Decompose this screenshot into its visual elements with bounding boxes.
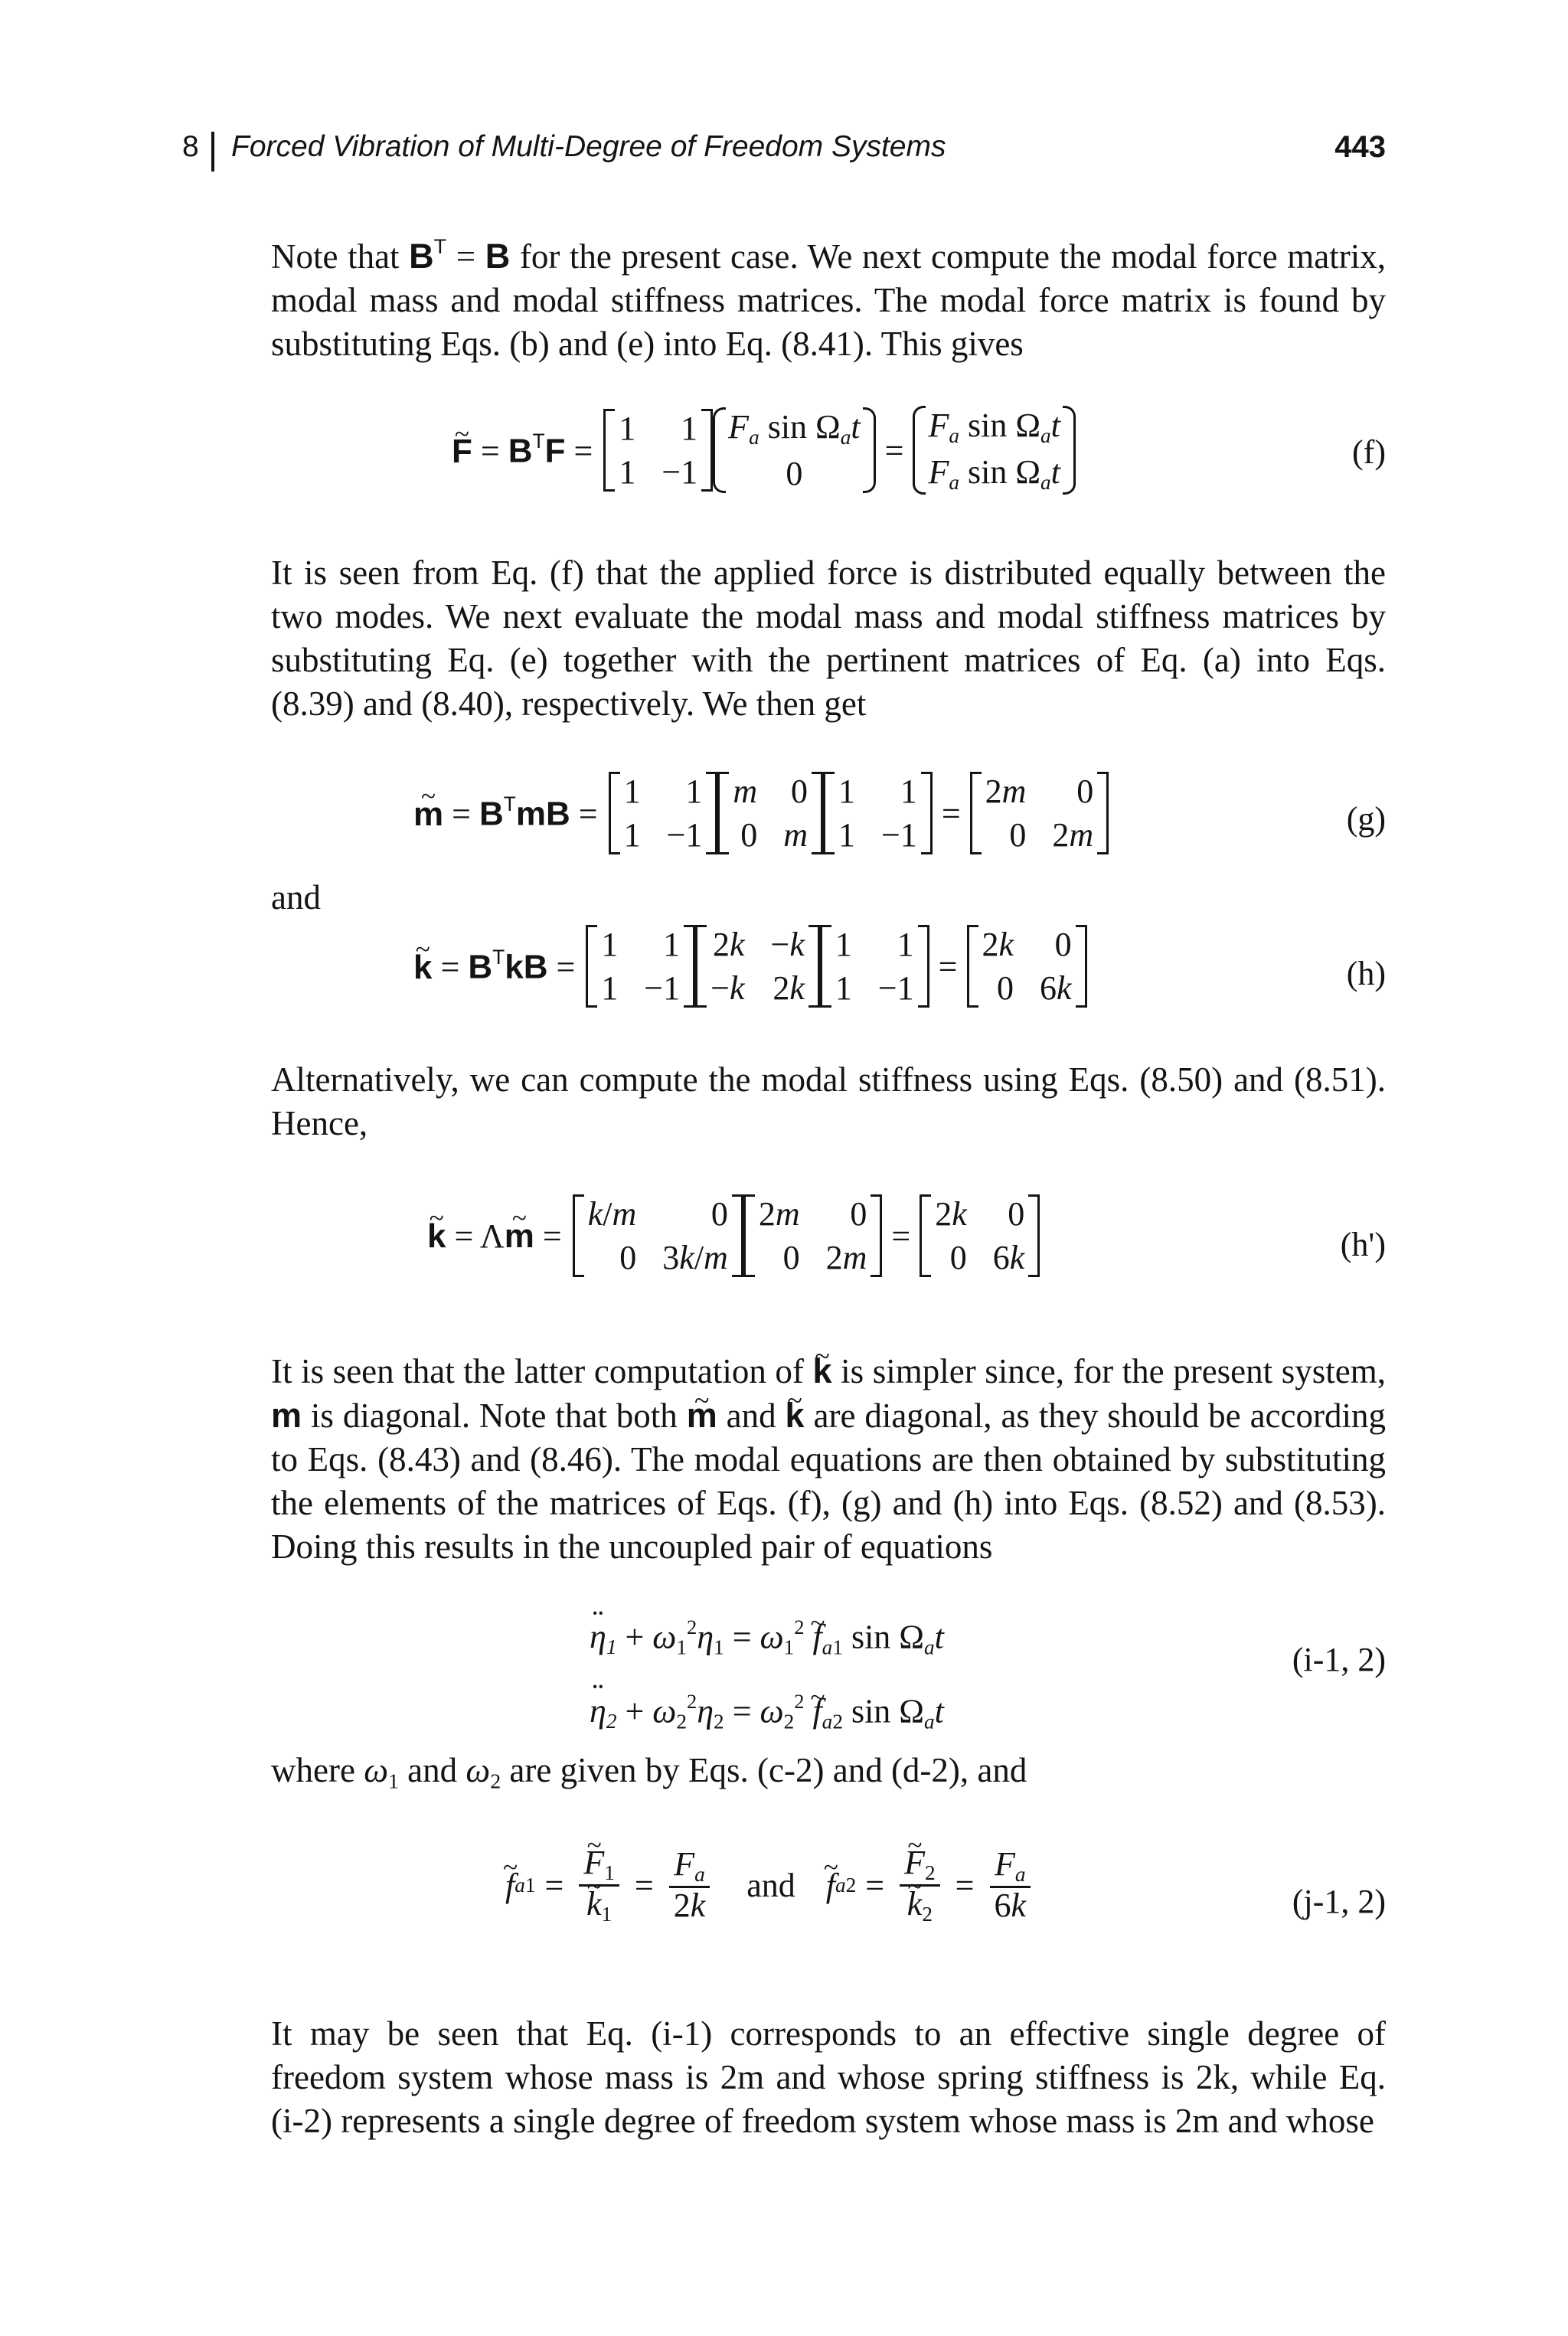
connector-and: and — [271, 878, 321, 916]
eq-h-prime-result-matrix: 2k 0 0 6k — [920, 1194, 1040, 1277]
eq-h-bt-matrix: 1 1 1 −1 — [586, 925, 695, 1008]
eq-h-prime-lambda-matrix: k/m 0 0 3k/m — [573, 1194, 743, 1277]
paragraph-5: where $\omega_1$ and $\omega_2$ are given by Eqs. (c-2) and (d-2), and — [271, 1751, 1027, 1794]
chapter-number: 8 — [182, 130, 199, 163]
equation-g: ~ $m = B^TmB$ = 1 1 1 −1 m 0 0 m 1 1 1 −1 = 2m 0 0 2m — [413, 772, 1109, 854]
eq-j-part-1: ~ f a1 = ~ $F_1$ ~ $k_1$ = $\frac{F_a}{2k}$ — [505, 1845, 716, 1926]
equation-f: ~ $F = B^TF$ = 1 1 1 −1 $F_a$ $\sin \Omega_at$ 0 = $F_a$ $\sin \Omega_at$ $F_a$ $\sin \Omega_at$ — [452, 406, 1076, 495]
eq-i-line-2: ¨ $\eta_2 + \omega_2^2\eta_2 = \omega_2^2$ ~ $f_{a2}$ $\sin \Omega_at$ — [590, 1674, 944, 1749]
eq-label-h: (h) — [1346, 955, 1386, 992]
running-header — [182, 130, 1386, 176]
eq-f-lhs: ~ $F = B^TF$ = — [452, 430, 593, 470]
eq-h-lhs: ~ $k = B^TkB$ = — [413, 946, 575, 986]
paragraph-6: It may be seen that Eq. (i-1) corresponds to an effective single degree of freedom system whose mass is 2m and whose spring stiffness is 2k, while Eq. (i-2) represents a single degree of freedom system whose mass is 2m and whose — [271, 2014, 1386, 2140]
equation-h-prime: ~ k = Λ~ m = k/m 0 0 3k/m 2m 0 0 2m = 2k 0 0 6k — [427, 1194, 1040, 1277]
eq-f-force-vector: $F_a$ $\sin \Omega_at$ 0 — [713, 407, 875, 493]
eq-i-line-1: ¨ $\eta_1 + \omega_1^2\eta_1 = \omega_1^2$ ~ $f_{a1}$ $\sin \Omega_at$ — [590, 1600, 944, 1674]
eq-label-j: (j-1, 2) — [1292, 1883, 1386, 1920]
paragraph-2: It is seen from Eq. (f) that the applied force is distributed equally between the two modes. We next evaluate the modal mass and modal stiffness matrices by substituting Eq. (e) together with the pertinent matrices of Eq. (a) into Eqs. (8.39) and (8.40), respectively. We then get — [271, 554, 1386, 723]
paragraph-1: Note that $B^T = B$ for the present case. We next compute the modal force matrix, modal mass and modal stiffness matrices. The modal force matrix is found by substituting Eqs. (b) and (e) into Eq. (8.41). This gives — [271, 235, 1386, 363]
page-number: 443 — [1334, 130, 1386, 164]
eq-j-part-2: ~ f a2 = ~ $F_2$ ~ $k_2$ = $\frac{F_a}{6k}$ — [826, 1845, 1037, 1926]
eq-g-lhs: ~ $m = B^TmB$ = — [413, 792, 598, 833]
eq-h-k-matrix: 2k −k −k 2k — [695, 925, 820, 1008]
equation-i — [590, 1600, 944, 1748]
eq-h-b-matrix: 1 1 1 −1 — [820, 925, 929, 1008]
paragraph-4: It is seen that the latter computation of ~ k is simpler since, for the present system, m is diagonal. Note that both ~ m and ~ k are diagonal, as they should be according to Eqs. (8.43) and (8.46). The modal equations are then obtained by substituting the elements of the matrices of Eqs. (f), (g) and (h) into Eqs. (8.52) and (8.53). Doing this results in the uncoupled pair of equations — [271, 1349, 1386, 1569]
eq-label-g: (g) — [1346, 800, 1386, 838]
eq-f-result-vector: $F_a$ $\sin \Omega_at$ $F_a$ $\sin \Omega_at$ — [913, 406, 1075, 495]
eq-label-i: (i-1, 2) — [1292, 1641, 1386, 1678]
eq-j-and: and — [746, 1866, 795, 1904]
eq-h-prime-mtilde-matrix: 2m 0 0 2m — [743, 1194, 883, 1277]
header-divider — [211, 132, 214, 172]
eq-h-result-matrix: 2k 0 0 6k — [967, 925, 1087, 1008]
eq-label-f: (f) — [1352, 433, 1386, 471]
eq-g-result-matrix: 2m 0 0 2m — [970, 772, 1109, 854]
paragraph-3: Alternatively, we can compute the modal stiffness using Eqs. (8.50) and (8.51). Hence, — [271, 1060, 1386, 1142]
eq-g-b-matrix: 1 1 1 −1 — [823, 772, 933, 854]
eq-h-prime-lhs: ~ k = Λ~ m = — [427, 1217, 562, 1256]
eq-f-b-matrix: 1 1 1 −1 — [603, 409, 713, 492]
eq-g-bt-matrix: 1 1 1 −1 — [609, 772, 718, 854]
chapter-title: Forced Vibration of Multi-Degree of Freedom Systems — [231, 130, 946, 163]
eq-label-h-prime: (h') — [1340, 1226, 1386, 1263]
eq-g-m-matrix: m 0 0 m — [717, 772, 823, 854]
equation-j — [505, 1845, 1037, 1926]
equation-h: ~ $k = B^TkB$ = 1 1 1 −1 2k −k −k 2k 1 1 1 −1 = 2k 0 0 6k — [413, 925, 1087, 1008]
